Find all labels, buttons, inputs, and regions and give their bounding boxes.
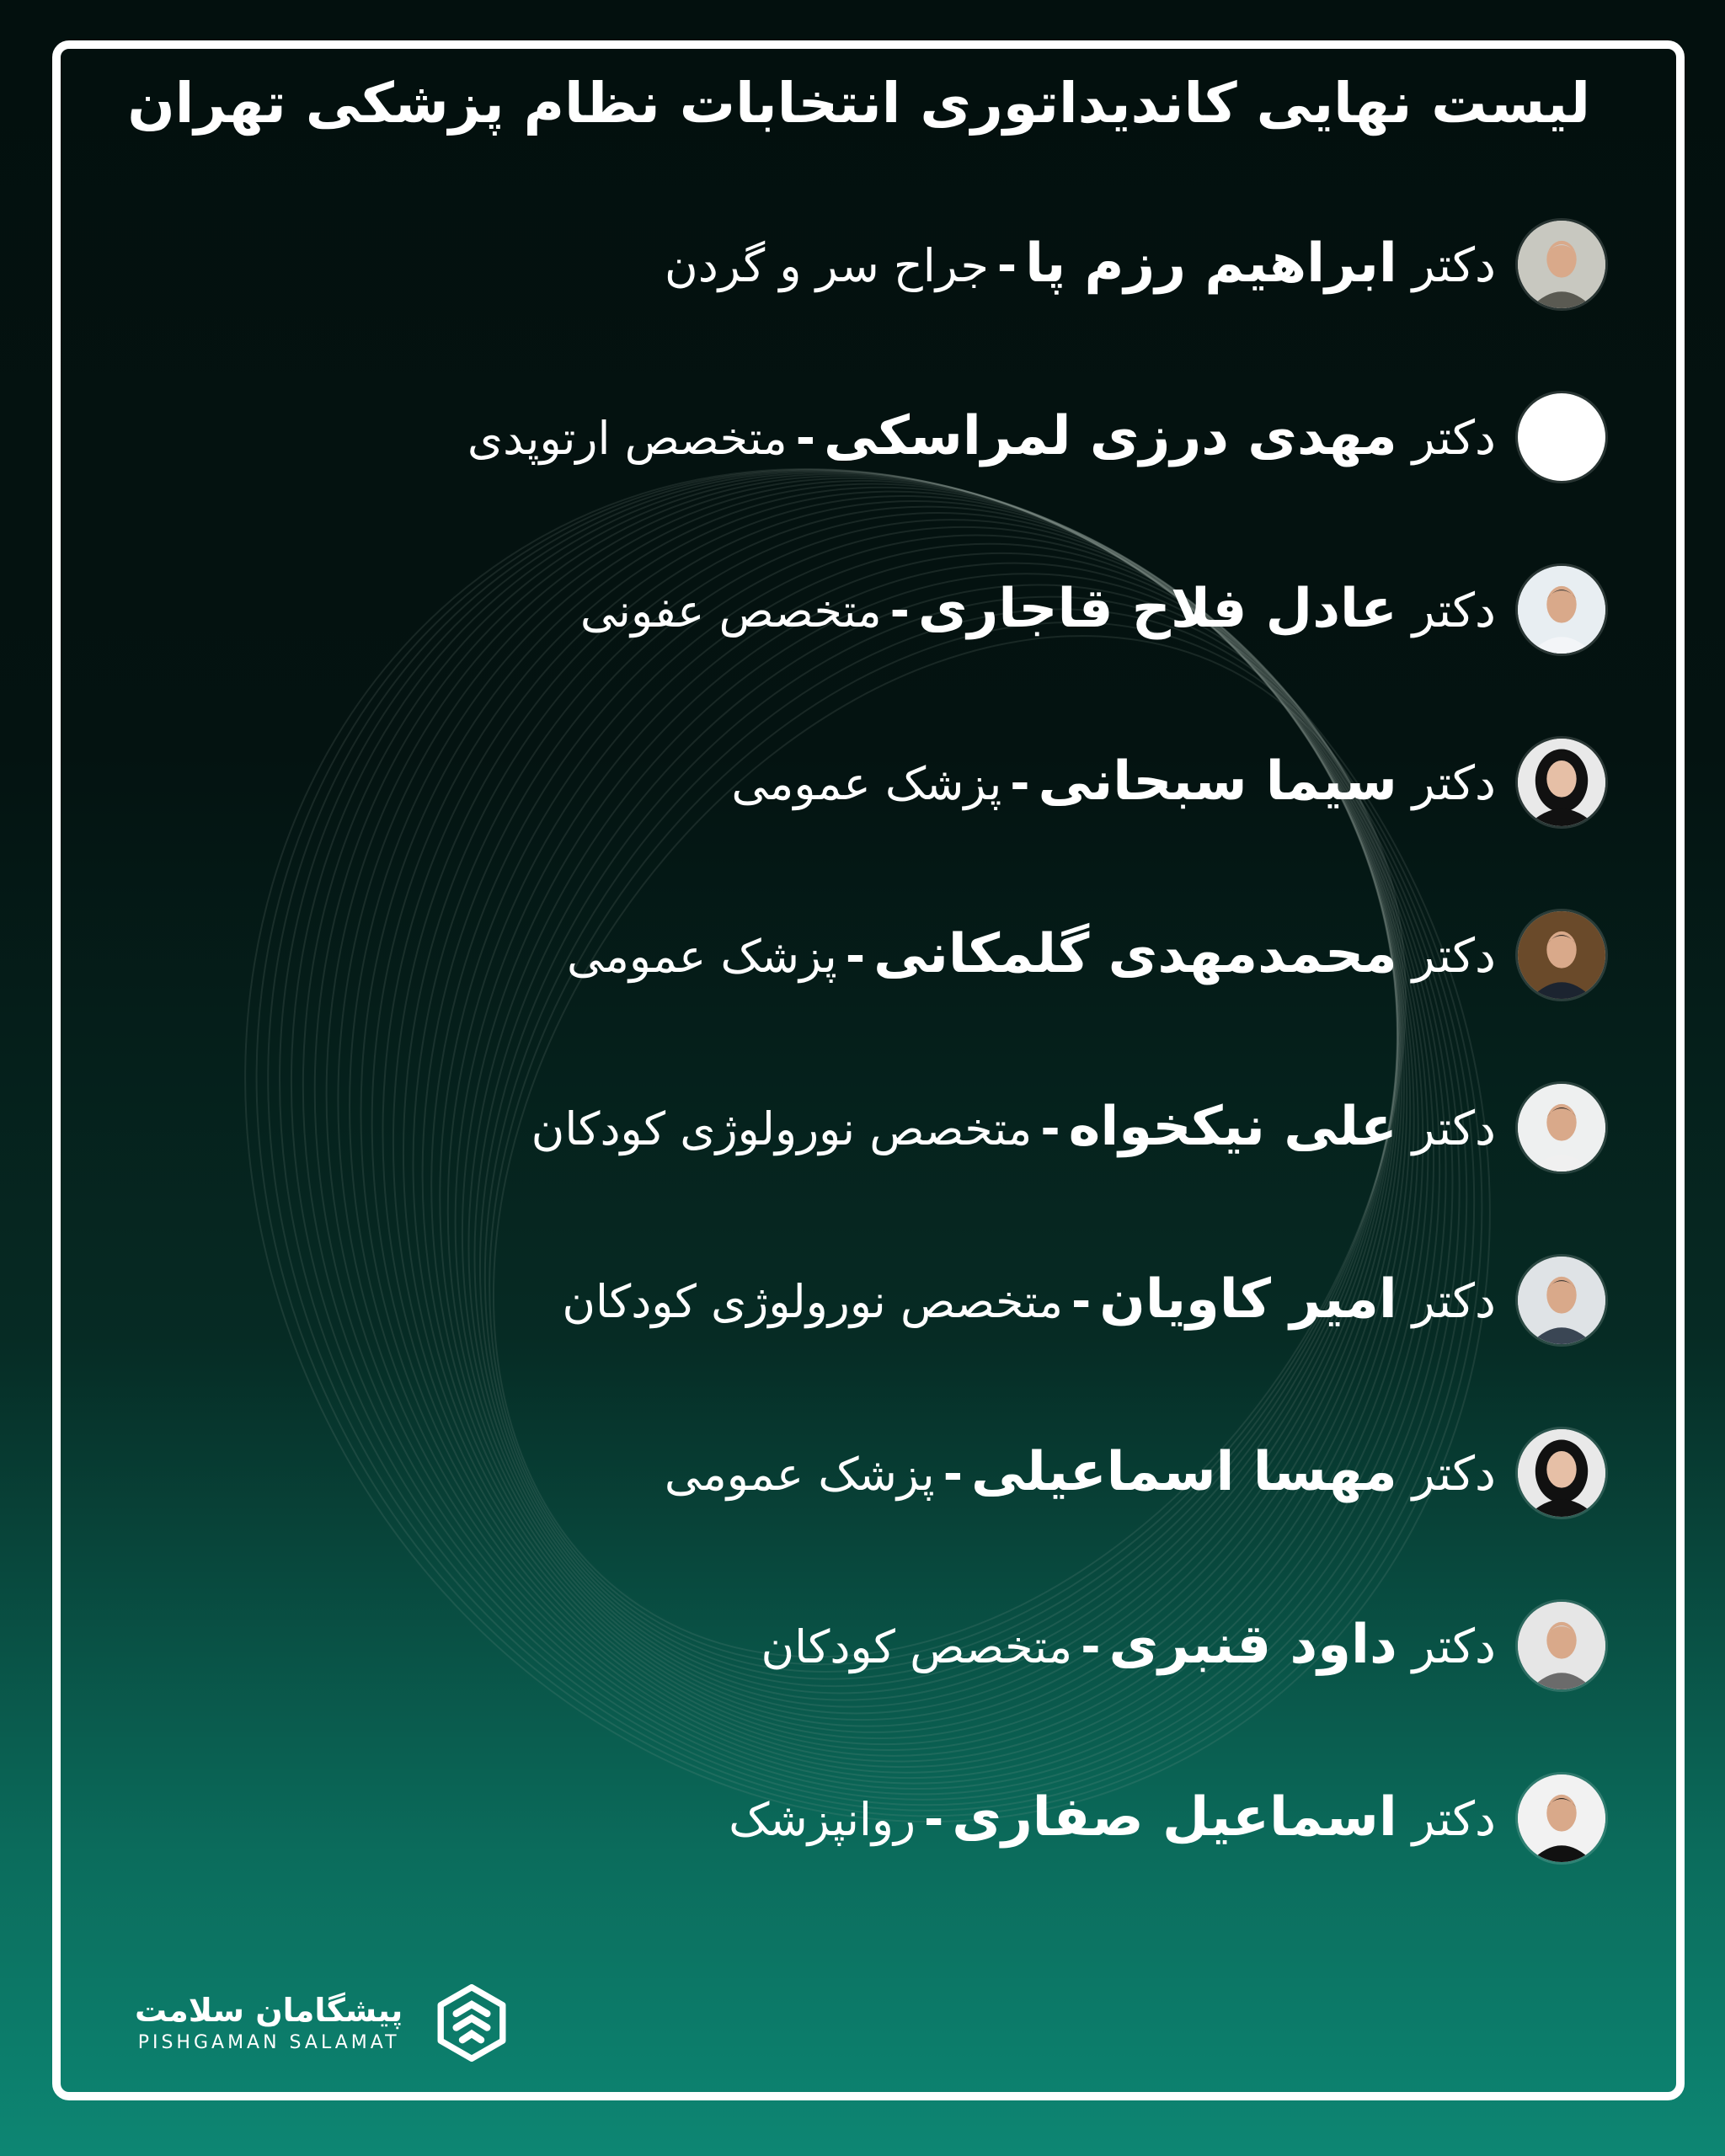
candidate-name: علی نیکخواه xyxy=(1068,1095,1397,1158)
candidate-specialty: پزشک عمومی xyxy=(664,1447,935,1501)
candidate-avatar xyxy=(1518,221,1605,308)
candidate-text xyxy=(531,1089,1496,1167)
candidate-text xyxy=(761,1607,1496,1685)
page-title: لیست نهایی کاندیداتوری انتخابات نظام پزشکی تهران xyxy=(127,71,1590,136)
candidate-row xyxy=(157,393,1605,481)
candidate-avatar xyxy=(1518,1429,1605,1517)
candidate-name: محمدمهدی گلمکانی xyxy=(873,922,1397,985)
candidate-separator: - xyxy=(1040,1101,1060,1156)
candidate-separator: - xyxy=(996,237,1017,293)
candidate-avatar xyxy=(1518,1774,1605,1862)
candidate-specialty: متخصص ارتوپدی xyxy=(467,411,788,465)
candidate-name: مهدی درزی لمراسکی xyxy=(823,404,1397,467)
candidate-avatar xyxy=(1518,393,1605,481)
brand-name-en: PISHGAMAN SALAMAT xyxy=(137,2032,400,2053)
candidate-name: عادل فلاح قاجاری xyxy=(917,577,1397,640)
candidate-specialty: پزشک عمومی xyxy=(567,929,837,983)
candidate-row xyxy=(157,1774,1605,1862)
candidate-specialty: متخصص کودکان xyxy=(761,1620,1073,1673)
candidate-separator: - xyxy=(889,583,910,638)
candidate-prefix: دکتر xyxy=(1412,1446,1496,1502)
candidate-name: اسماعیل صفاری xyxy=(952,1785,1397,1849)
candidate-name: امیر کاویان xyxy=(1099,1267,1397,1331)
candidate-prefix: دکتر xyxy=(1412,928,1496,984)
candidate-separator: - xyxy=(1071,1273,1092,1329)
candidate-avatar xyxy=(1518,1602,1605,1689)
candidate-text xyxy=(665,226,1496,304)
candidate-separator: - xyxy=(943,1446,963,1502)
candidate-text xyxy=(580,571,1496,649)
candidate-row xyxy=(157,1257,1605,1344)
candidate-name: داود قنبری xyxy=(1108,1613,1397,1676)
candidate-specialty: متخصص نورولوژی کودکان xyxy=(531,1102,1033,1155)
candidate-row xyxy=(157,1429,1605,1517)
candidate-row xyxy=(157,221,1605,308)
candidate-prefix: دکتر xyxy=(1412,1619,1496,1674)
candidate-avatar xyxy=(1518,566,1605,654)
candidate-row xyxy=(157,1602,1605,1689)
candidate-prefix: دکتر xyxy=(1412,755,1496,811)
candidate-prefix: دکتر xyxy=(1412,1791,1496,1847)
candidate-prefix: دکتر xyxy=(1412,237,1496,293)
candidate-text xyxy=(729,1780,1496,1858)
candidate-avatar xyxy=(1518,739,1605,826)
candidate-name: سیما سبحانی xyxy=(1038,750,1397,813)
candidate-separator: - xyxy=(1010,755,1030,811)
candidate-avatar xyxy=(1518,911,1605,999)
pishgaman-logo-icon xyxy=(433,1984,510,2062)
candidate-avatar xyxy=(1518,1257,1605,1344)
candidate-text xyxy=(665,1434,1496,1513)
candidate-name: ابراهیم رزم پا xyxy=(1025,232,1397,295)
brand-logo xyxy=(135,1984,510,2062)
candidate-text xyxy=(567,916,1496,995)
candidate-separator: - xyxy=(795,410,815,466)
candidate-separator: - xyxy=(924,1791,944,1847)
candidate-prefix: دکتر xyxy=(1412,583,1496,638)
candidate-separator: - xyxy=(845,928,866,984)
candidate-specialty: جراح سر و گردن xyxy=(665,238,989,292)
candidate-specialty: روانپزشک xyxy=(729,1792,916,1846)
candidate-prefix: دکتر xyxy=(1412,410,1496,466)
brand-name-fa: پیشگامان سلامت xyxy=(135,1992,403,2029)
candidate-specialty: متخصص عفونی xyxy=(579,584,882,638)
candidate-row xyxy=(157,1084,1605,1171)
candidate-text xyxy=(467,398,1496,477)
candidate-prefix: دکتر xyxy=(1412,1273,1496,1329)
candidate-text xyxy=(731,744,1496,822)
candidate-name: مهسا اسماعیلی xyxy=(970,1440,1397,1503)
candidate-prefix: دکتر xyxy=(1412,1101,1496,1156)
candidate-separator: - xyxy=(1081,1619,1101,1674)
candidate-specialty: متخصص نورولوژی کودکان xyxy=(562,1274,1064,1328)
candidate-list xyxy=(157,221,1605,1947)
candidate-row xyxy=(157,566,1605,654)
candidate-text xyxy=(562,1262,1496,1340)
candidate-row xyxy=(157,739,1605,826)
candidate-avatar xyxy=(1518,1084,1605,1171)
brand-text xyxy=(135,1990,403,2056)
candidate-row xyxy=(157,911,1605,999)
candidate-specialty: پزشک عمومی xyxy=(731,756,1002,810)
